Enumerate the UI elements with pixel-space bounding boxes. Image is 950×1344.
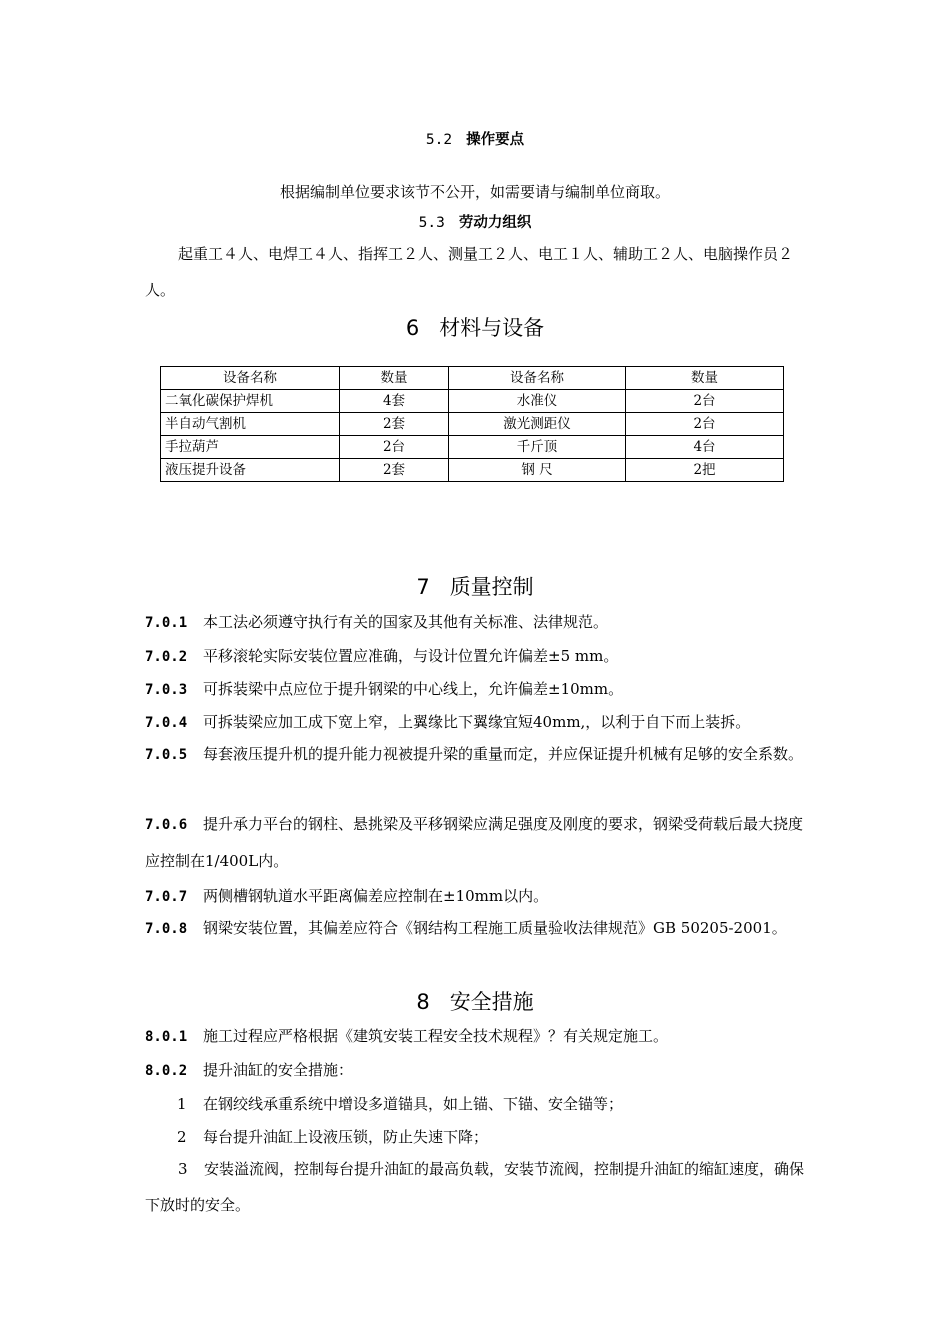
table-cell: 4台 bbox=[626, 436, 784, 459]
clause-text: 可拆装梁中点应位于提升钢梁的中心线上，允许偏差±10mm。 bbox=[203, 680, 624, 698]
table-cell: 2把 bbox=[626, 459, 784, 482]
clause-text: 本工法必须遵守执行有关的国家及其他有关标准、法律规范。 bbox=[203, 613, 609, 631]
table-cell: 千斤顶 bbox=[449, 436, 626, 459]
table-cell: 2台 bbox=[340, 436, 449, 459]
section-number: 5.3 bbox=[418, 215, 445, 231]
item-number: 3 bbox=[178, 1160, 188, 1178]
clause-text: 提升油缸的安全措施： bbox=[203, 1061, 354, 1079]
clause-7-0-6 bbox=[145, 806, 810, 879]
table-row bbox=[161, 436, 784, 459]
table-row bbox=[161, 459, 784, 482]
clause-7-0-7 bbox=[145, 885, 810, 906]
chapter-number: 6 bbox=[405, 316, 420, 340]
table-row bbox=[161, 413, 784, 436]
safety-item-2 bbox=[177, 1126, 488, 1147]
table-cell: 2套 bbox=[340, 413, 449, 436]
clause-7-0-1 bbox=[145, 611, 810, 632]
section-title: 操作要点 bbox=[466, 131, 525, 148]
clause-text: 钢梁安装位置，其偏差应符合《钢结构工程施工质量验收法律规范》GB 50205-2001。 bbox=[203, 919, 787, 937]
section-5-2-heading bbox=[0, 128, 950, 149]
clause-number: 8.0.1 bbox=[145, 1029, 188, 1045]
table-cell: 液压提升设备 bbox=[161, 459, 340, 482]
safety-item-1 bbox=[177, 1093, 623, 1114]
clause-number: 7.0.1 bbox=[145, 615, 188, 631]
table-cell: 2台 bbox=[626, 390, 784, 413]
clause-7-0-3 bbox=[145, 678, 810, 699]
item-number: 2 bbox=[177, 1128, 187, 1146]
table-cell: 二氧化碳保护焊机 bbox=[161, 390, 340, 413]
section-5-2-text: 根据编制单位要求该节不公开，如需要请与编制单位商取。 bbox=[279, 183, 670, 201]
chapter-8-heading bbox=[0, 986, 950, 1016]
section-5-3-heading bbox=[0, 211, 950, 232]
chapter-number: 7 bbox=[416, 575, 430, 599]
table-cell: 2套 bbox=[340, 459, 449, 482]
chapter-number: 8 bbox=[416, 990, 430, 1014]
clause-text: 提升承力平台的钢柱、悬挑梁及平移钢梁应满足强度及刚度的要求，钢梁受荷载后最大挠度应控制在1/400L内。 bbox=[145, 815, 804, 870]
section-title: 劳动力组织 bbox=[458, 214, 532, 231]
table-header-row bbox=[161, 367, 784, 390]
clause-7-0-5 bbox=[145, 736, 810, 773]
table-header-cell: 数量 bbox=[340, 367, 449, 390]
safety-item-3 bbox=[145, 1151, 810, 1223]
clause-text: 可拆装梁应加工成下宽上窄，上翼缘比下翼缘宜短40mm,，以利于自下而上装拆。 bbox=[203, 713, 751, 731]
table-cell: 2台 bbox=[626, 413, 784, 436]
table-cell: 手拉葫芦 bbox=[161, 436, 340, 459]
table-cell: 半自动气割机 bbox=[161, 413, 340, 436]
item-number: 1 bbox=[177, 1095, 187, 1113]
clause-7-0-2 bbox=[145, 645, 810, 666]
clause-number: 7.0.7 bbox=[145, 889, 188, 905]
table-row bbox=[161, 390, 784, 413]
clause-text: 施工过程应严格根据《建筑安装工程安全技术规程》？有关规定施工。 bbox=[203, 1027, 669, 1045]
table-header-cell: 数量 bbox=[626, 367, 784, 390]
clause-number: 7.0.5 bbox=[145, 747, 188, 763]
chapter-title: 质量控制 bbox=[449, 575, 534, 599]
clause-text: 两侧槽钢轨道水平距离偏差应控制在±10mm以内。 bbox=[203, 887, 549, 905]
table-header-cell: 设备名称 bbox=[161, 367, 340, 390]
clause-number: 7.0.8 bbox=[145, 921, 188, 937]
chapter-7-heading bbox=[0, 571, 950, 601]
clause-number: 7.0.6 bbox=[145, 817, 188, 833]
chapter-title: 材料与设备 bbox=[439, 316, 545, 340]
clause-8-0-2 bbox=[145, 1059, 810, 1080]
table-header-cell: 设备名称 bbox=[449, 367, 626, 390]
clause-number: 7.0.2 bbox=[145, 649, 188, 665]
item-text: 安装溢流阀，控制每台提升油缸的最高负载，安装节流阀，控制提升油缸的缩缸速度，确保下放时的安全。 bbox=[145, 1160, 805, 1214]
clause-text: 每套液压提升机的提升能力视被提升梁的重量而定，并应保证提升机械有足够的安全系数。 bbox=[203, 745, 804, 763]
table-cell: 水准仪 bbox=[449, 390, 626, 413]
clause-7-0-4 bbox=[145, 711, 810, 732]
clause-8-0-1 bbox=[145, 1025, 810, 1046]
table-cell: 激光测距仪 bbox=[449, 413, 626, 436]
clause-number: 7.0.4 bbox=[145, 715, 188, 731]
item-text: 在钢绞线承重系统中增设多道锚具，如上锚、下锚、安全锚等； bbox=[203, 1095, 624, 1113]
clause-number: 7.0.3 bbox=[145, 682, 188, 698]
table-cell: 钢 尺 bbox=[449, 459, 626, 482]
equipment-table bbox=[160, 366, 784, 482]
table-cell: 4套 bbox=[340, 390, 449, 413]
clause-number: 8.0.2 bbox=[145, 1063, 188, 1079]
section-number: 5.2 bbox=[425, 132, 453, 148]
chapter-title: 安全措施 bbox=[449, 990, 534, 1014]
item-text: 每台提升油缸上设液压锁，防止失速下降； bbox=[203, 1128, 489, 1146]
clause-7-0-8 bbox=[145, 910, 810, 947]
section-5-3-text: 起重工４人、电焊工４人、指挥工２人、测量工２人、电工１人、辅助工２人、电脑操作员２人。 bbox=[145, 245, 794, 299]
clause-text: 平移滚轮实际安装位置应准确，与设计位置允许偏差±5 mm。 bbox=[203, 647, 619, 665]
chapter-6-heading bbox=[0, 312, 950, 342]
